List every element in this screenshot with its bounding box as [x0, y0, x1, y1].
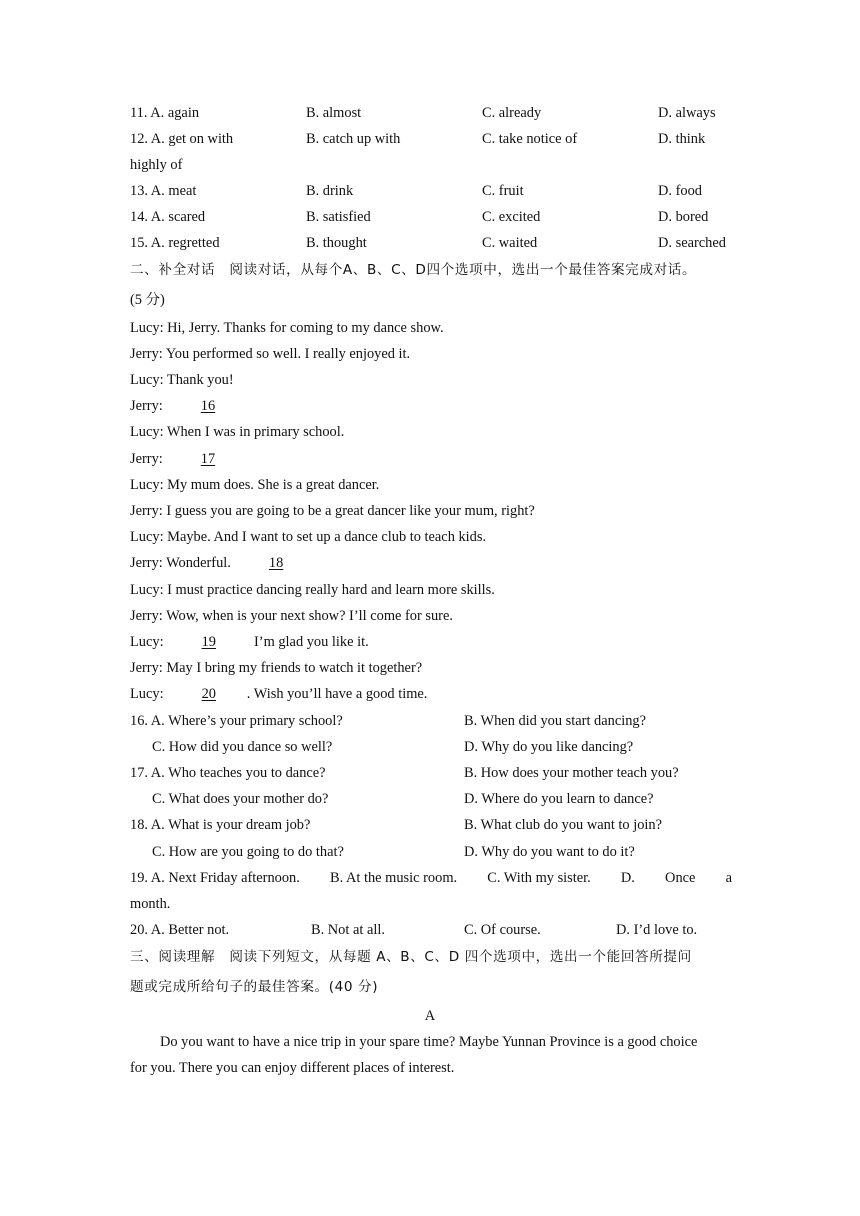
- answer-blank: 20: [201, 686, 216, 702]
- option-text: Once: [665, 870, 696, 886]
- option-text: D. Why do you want to do it?: [464, 844, 635, 860]
- option-text: C. How did you dance so well?: [152, 739, 333, 755]
- answer-blank: 18: [268, 555, 284, 571]
- dialogue-line-blank-17: [130, 449, 246, 469]
- option-text: 13. A. meat: [130, 183, 197, 199]
- option-text: D. Where do you learn to dance?: [464, 791, 654, 807]
- option-text: B. At the music room.: [330, 870, 458, 886]
- option-text: D. Why do you like dancing?: [464, 739, 634, 755]
- option-text: B. almost: [306, 105, 362, 121]
- option-text: D. think: [658, 131, 706, 147]
- passage-label: A: [424, 1008, 436, 1024]
- option-text: B. thought: [306, 235, 367, 251]
- section-3-heading: 三、阅读理解 阅读下列短文，从每题 A、B、C、D 四个选项中，选出一个能回答所提问: [130, 949, 692, 965]
- option-text: 15. A. regretted: [130, 235, 220, 251]
- option-row-19: [130, 868, 732, 888]
- option-text: D. bored: [658, 209, 709, 225]
- answer-blank: 16: [200, 398, 216, 414]
- option-text: C. What does your mother do?: [152, 791, 329, 807]
- option-text: 17. A. Who teaches you to dance?: [130, 765, 326, 781]
- speaker-label: Lucy:: [130, 634, 164, 650]
- option-text: C. How are you going to do that?: [152, 844, 344, 860]
- answer-blank: 17: [200, 451, 216, 467]
- speaker-label: Jerry:: [130, 398, 163, 414]
- dialogue-text: I’m glad you like it.: [253, 634, 369, 650]
- dialogue-line-blank-16: [130, 396, 246, 416]
- option-row-19-wrap: month.: [130, 896, 171, 912]
- option-text: 16. A. Where’s your primary school?: [130, 713, 343, 729]
- speaker-label: Lucy:: [130, 686, 164, 702]
- passage-paragraph-line: for you. There you can enjoy different places of interest.: [130, 1060, 455, 1076]
- option-text: C. already: [482, 105, 542, 121]
- option-text: a: [725, 870, 732, 886]
- option-text: B. satisfied: [306, 209, 371, 225]
- dialogue-text: . Wish you’ll have a good time.: [246, 686, 428, 702]
- dialogue-line: Jerry: May I bring my friends to watch it together?: [130, 660, 423, 676]
- option-text: D. searched: [658, 235, 726, 251]
- option-text: C. waited: [482, 235, 538, 251]
- option-text: D. always: [658, 105, 716, 121]
- dialogue-line: Lucy: My mum does. She is a great dancer.: [130, 477, 380, 493]
- dialogue-line: Lucy: When I was in primary school.: [130, 424, 345, 440]
- option-text: B. How does your mother teach you?: [464, 765, 679, 781]
- dialogue-line: Jerry: I guess you are going to be a great dancer like your mum, right?: [130, 503, 535, 519]
- dialogue-line: Lucy: Hi, Jerry. Thanks for coming to my dance show.: [130, 320, 444, 336]
- option-text: 19. A. Next Friday afternoon.: [130, 870, 300, 886]
- option-text: 11. A. again: [130, 105, 200, 121]
- option-text: 20. A. Better not.: [130, 922, 230, 938]
- option-text: 14. A. scared: [130, 209, 206, 225]
- option-text: D. food: [658, 183, 702, 199]
- answer-blank: 19: [201, 634, 216, 650]
- option-text: 12. A. get on with: [130, 131, 234, 147]
- option-text: C. fruit: [482, 183, 524, 199]
- dialogue-text: Jerry: Wonderful.: [130, 555, 231, 571]
- option-text: D.: [620, 870, 635, 886]
- option-text: D. I’d love to.: [616, 922, 698, 938]
- cloze-row-12-wrap: [130, 155, 182, 175]
- option-text: B. drink: [306, 183, 354, 199]
- option-text: C. With my sister.: [487, 870, 591, 886]
- option-text: C. Of course.: [464, 922, 541, 938]
- dialogue-line: Lucy: Thank you!: [130, 372, 234, 388]
- dialogue-line-blank-18: [130, 553, 314, 573]
- dialogue-line: Lucy: Maybe. And I want to set up a dance club to teach kids.: [130, 529, 487, 545]
- option-text: B. When did you start dancing?: [464, 713, 646, 729]
- section-2-score: (5 分): [130, 292, 165, 308]
- section-2-heading: 二、补全对话 阅读对话，从每个A、B、C、D四个选项中，选出一个最佳答案完成对话。: [130, 262, 697, 278]
- option-text: B. What club do you want to join?: [464, 817, 662, 833]
- dialogue-line: Lucy: I must practice dancing really hard and learn more skills.: [130, 582, 495, 598]
- dialogue-line-blank-20: [130, 684, 427, 704]
- option-text: 18. A. What is your dream job?: [130, 817, 311, 833]
- option-text-wrap: highly of: [130, 157, 183, 173]
- passage-paragraph-line: Do you want to have a nice trip in your spare time? Maybe Yunnan Province is a good choice: [160, 1034, 698, 1050]
- section-3-heading-cont: 题或完成所给句子的最佳答案。(40 分): [130, 979, 379, 995]
- speaker-label: Jerry:: [130, 451, 163, 467]
- option-text: B. Not at all.: [311, 922, 385, 938]
- option-text: B. catch up with: [306, 131, 401, 147]
- dialogue-line: Jerry: Wow, when is your next show? I’ll come for sure.: [130, 608, 453, 624]
- option-text: C. take notice of: [482, 131, 578, 147]
- dialogue-line: Jerry: You performed so well. I really enjoyed it.: [130, 346, 411, 362]
- dialogue-line-blank-19: [130, 632, 369, 652]
- option-text: C. excited: [482, 209, 541, 225]
